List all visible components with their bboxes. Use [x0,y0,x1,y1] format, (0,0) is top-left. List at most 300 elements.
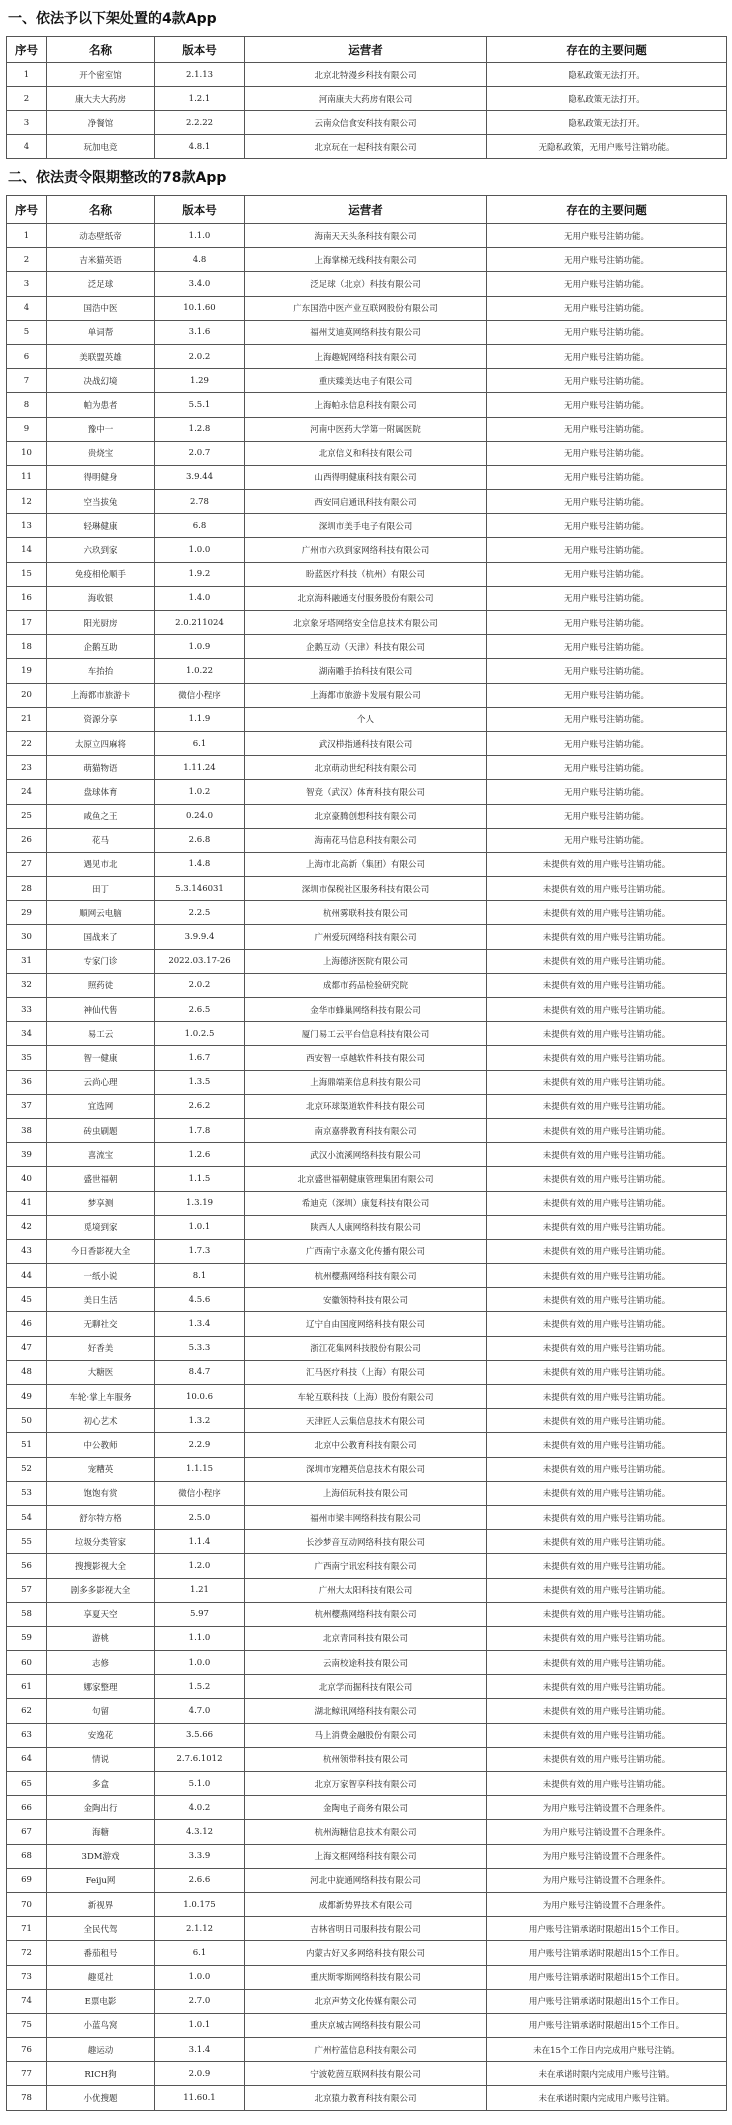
cell-operator: 北京猿力教育科技有限公司 [245,2086,487,2110]
cell-operator: 内蒙古好又多网络科技有限公司 [245,1941,487,1965]
cell-issue: 未提供有效的用户账号注销功能。 [487,1772,727,1796]
cell-operator: 西安同启通讯科技有限公司 [245,490,487,514]
table-row [7,731,727,755]
cell-issue: 未提供有效的用户账号注销功能。 [487,1167,727,1191]
section1-title: 一、依法予以下架处置的4款App [8,11,217,27]
cell-issue: 未提供有效的用户账号注销功能。 [487,852,727,876]
cell-operator: 浙江花集网科技股份有限公司 [245,1336,487,1360]
cell-operator: 辽宁自由国度网络科技有限公司 [245,1312,487,1336]
cell-version: 1.0.2.5 [155,1022,245,1046]
cell-index: 32 [7,973,47,997]
cell-version: 2022.03.17-26 [155,949,245,973]
cell-operator: 企鹅互动（天津）科技有限公司 [245,635,487,659]
cell-operator: 福州市梁丰网络科技有限公司 [245,1505,487,1529]
table-row [7,1772,727,1796]
cell-index: 18 [7,635,47,659]
col-header-issue: 存在的主要问题 [487,37,727,63]
cell-app-name: 垃圾分类管家 [47,1530,155,1554]
cell-operator: 湖北鲸讯网络科技有限公司 [245,1699,487,1723]
table-row [7,635,727,659]
cell-app-name: 饱饱有赏 [47,1481,155,1505]
rectify-table [6,195,727,2111]
cell-operator: 河南中医药大学第一附属医院 [245,417,487,441]
table-row [7,1385,727,1409]
cell-issue: 未提供有效的用户账号注销功能。 [487,1264,727,1288]
cell-version: 2.6.2 [155,1094,245,1118]
cell-app-name: 趣运动 [47,2038,155,2062]
cell-operator: 希迪克（深圳）康复科技有限公司 [245,1191,487,1215]
cell-app-name: 云尚心理 [47,1070,155,1094]
table-row [7,538,727,562]
table-row [7,1312,727,1336]
cell-index: 19 [7,659,47,683]
cell-issue: 未提供有效的用户账号注销功能。 [487,949,727,973]
cell-version: 1.0.0 [155,538,245,562]
cell-operator: 北京北特漫乡科技有限公司 [245,63,487,87]
cell-issue: 未提供有效的用户账号注销功能。 [487,1385,727,1409]
cell-app-name: 趣觅社 [47,1965,155,1989]
cell-version: 1.0.9 [155,635,245,659]
cell-app-name: 轻琳健康 [47,514,155,538]
cell-operator: 海南花马信息科技有限公司 [245,828,487,852]
cell-index: 16 [7,586,47,610]
cell-index: 22 [7,731,47,755]
cell-app-name: E票电影 [47,1989,155,2013]
table-row [7,224,727,248]
section2-title: 二、依法责令限期整改的78款App [8,170,227,186]
cell-index: 7 [7,369,47,393]
cell-issue: 隐私政策无法打开。 [487,111,727,135]
cell-version: 2.6.8 [155,828,245,852]
cell-operator: 汇马医疗科技（上海）有限公司 [245,1360,487,1384]
cell-version: 微信小程序 [155,1481,245,1505]
cell-version: 2.2.9 [155,1433,245,1457]
table-row [7,1699,727,1723]
cell-index: 35 [7,1046,47,1070]
cell-operator: 北京青同科技有限公司 [245,1626,487,1650]
cell-issue: 未提供有效的用户账号注销功能。 [487,998,727,1022]
cell-app-name: 安逸花 [47,1723,155,1747]
table-row [7,1626,727,1650]
cell-issue: 隐私政策无法打开。 [487,87,727,111]
cell-operator: 杭州雾联科技有限公司 [245,901,487,925]
cell-version: 1.0.22 [155,659,245,683]
cell-version: 5.1.0 [155,1772,245,1796]
cell-app-name: 神仙代售 [47,998,155,1022]
cell-operator: 北京海科融通支付服务股份有限公司 [245,586,487,610]
cell-version: 1.6.7 [155,1046,245,1070]
col-header-version: 版本号 [155,37,245,63]
table-row [7,1433,727,1457]
cell-version: 6.8 [155,514,245,538]
table-row [7,296,727,320]
cell-app-name: 觅境到家 [47,1215,155,1239]
cell-version: 微信小程序 [155,683,245,707]
cell-issue: 未提供有效的用户账号注销功能。 [487,1651,727,1675]
cell-app-name: 好香美 [47,1336,155,1360]
cell-app-name: 帕为患者 [47,393,155,417]
cell-app-name: 今日香影视大全 [47,1239,155,1263]
cell-issue: 无用户账号注销功能。 [487,635,727,659]
cell-app-name: 国浩中医 [47,296,155,320]
cell-issue: 无用户账号注销功能。 [487,756,727,780]
cell-version: 1.1.4 [155,1530,245,1554]
cell-app-name: 田丁 [47,877,155,901]
table-row [7,1554,727,1578]
table-row [7,1820,727,1844]
cell-version: 4.7.0 [155,1699,245,1723]
cell-operator: 个人 [245,707,487,731]
cell-issue: 无用户账号注销功能。 [487,224,727,248]
cell-app-name: 决战幻境 [47,369,155,393]
cell-index: 12 [7,490,47,514]
cell-issue: 未提供有效的用户账号注销功能。 [487,1626,727,1650]
cell-index: 47 [7,1336,47,1360]
table-row [7,780,727,804]
cell-app-name: 空当拔兔 [47,490,155,514]
cell-index: 1 [7,63,47,87]
cell-index: 27 [7,852,47,876]
cell-index: 38 [7,1118,47,1142]
cell-index: 37 [7,1094,47,1118]
cell-index: 78 [7,2086,47,2110]
cell-issue: 未提供有效的用户账号注销功能。 [487,901,727,925]
cell-issue: 无用户账号注销功能。 [487,393,727,417]
table-row [7,756,727,780]
cell-index: 58 [7,1602,47,1626]
cell-issue: 未提供有效的用户账号注销功能。 [487,1554,727,1578]
cell-index: 1 [7,224,47,248]
cell-index: 30 [7,925,47,949]
cell-operator: 北京中公教育科技有限公司 [245,1433,487,1457]
col-header-index: 序号 [7,37,47,63]
col-header-operator: 运营者 [245,196,487,224]
cell-app-name: 车抬抬 [47,659,155,683]
cell-app-name: 照药徒 [47,973,155,997]
cell-index: 45 [7,1288,47,1312]
cell-issue: 无用户账号注销功能。 [487,586,727,610]
cell-index: 6 [7,344,47,368]
table-row [7,586,727,610]
cell-version: 1.0.1 [155,2013,245,2037]
cell-version: 5.97 [155,1602,245,1626]
cell-operator: 海南天天头条科技有限公司 [245,224,487,248]
table-row [7,1844,727,1868]
table-row [7,828,727,852]
cell-app-name: 无聊社交 [47,1312,155,1336]
cell-operator: 金陶电子商务有限公司 [245,1796,487,1820]
cell-operator: 湖南雕手抬科技有限公司 [245,659,487,683]
cell-version: 0.24.0 [155,804,245,828]
cell-app-name: 免疫相伦顺手 [47,562,155,586]
cell-index: 74 [7,1989,47,2013]
cell-index: 42 [7,1215,47,1239]
table-row [7,465,727,489]
cell-app-name: 豫中一 [47,417,155,441]
cell-operator: 长沙梦音互动网络科技有限公司 [245,1530,487,1554]
cell-index: 43 [7,1239,47,1263]
cell-index: 39 [7,1143,47,1167]
cell-index: 49 [7,1385,47,1409]
table-row [7,1022,727,1046]
cell-index: 8 [7,393,47,417]
table-row [7,1892,727,1916]
cell-issue: 无用户账号注销功能。 [487,344,727,368]
cell-version: 1.4.0 [155,586,245,610]
cell-operator: 马上消费金融股份有限公司 [245,1723,487,1747]
cell-version: 2.6.6 [155,1868,245,1892]
cell-version: 5.5.1 [155,393,245,417]
cell-app-name: 小优搜题 [47,2086,155,2110]
cell-issue: 未提供有效的用户账号注销功能。 [487,925,727,949]
cell-app-name: 得明健身 [47,465,155,489]
cell-operator: 盼蓝医疗科技（杭州）有限公司 [245,562,487,586]
cell-issue: 未提供有效的用户账号注销功能。 [487,1022,727,1046]
table-row [7,1191,727,1215]
cell-issue: 未提供有效的用户账号注销功能。 [487,1143,727,1167]
cell-app-name: RICH狗 [47,2062,155,2086]
cell-issue: 无用户账号注销功能。 [487,490,727,514]
cell-operator: 北京声势文化传媒有限公司 [245,1989,487,2013]
cell-app-name: 净餐馆 [47,111,155,135]
cell-app-name: 动态壁纸帝 [47,224,155,248]
table-row [7,369,727,393]
cell-version: 10.1.60 [155,296,245,320]
cell-index: 10 [7,441,47,465]
table-row [7,2013,727,2037]
table-row [7,2086,727,2110]
cell-app-name: 初心艺术 [47,1409,155,1433]
table-row [7,490,727,514]
cell-app-name: 车轮·掌上车服务 [47,1385,155,1409]
cell-app-name: 智一健康 [47,1046,155,1070]
table-row [7,1070,727,1094]
cell-index: 63 [7,1723,47,1747]
cell-issue: 未提供有效的用户账号注销功能。 [487,1336,727,1360]
cell-operator: 吉林省明日司服科技有限公司 [245,1917,487,1941]
cell-issue: 未提供有效的用户账号注销功能。 [487,1433,727,1457]
cell-app-name: 喜流宝 [47,1143,155,1167]
cell-index: 51 [7,1433,47,1457]
cell-version: 1.2.8 [155,417,245,441]
table-row [7,852,727,876]
cell-issue: 未提供有效的用户账号注销功能。 [487,1094,727,1118]
table-row [7,1336,727,1360]
cell-version: 1.11.24 [155,756,245,780]
cell-index: 25 [7,804,47,828]
table-row [7,272,727,296]
rectify-table-body [7,224,727,2111]
cell-version: 1.0.1 [155,1215,245,1239]
cell-operator: 宁波乾茵互联网科技有限公司 [245,2062,487,2086]
cell-index: 77 [7,2062,47,2086]
cell-operator: 广西南宁讯宏科技有限公司 [245,1554,487,1578]
cell-operator: 北京豪腾创想科技有限公司 [245,804,487,828]
table-row [7,1723,727,1747]
table-row [7,441,727,465]
cell-operator: 杭州樱燕网络科技有限公司 [245,1602,487,1626]
cell-index: 28 [7,877,47,901]
cell-index: 2 [7,87,47,111]
cell-operator: 广州大太阳科技有限公司 [245,1578,487,1602]
cell-operator: 云南校途科技有限公司 [245,1651,487,1675]
cell-operator: 上海文框网络科技有限公司 [245,1844,487,1868]
cell-issue: 未提供有效的用户账号注销功能。 [487,1457,727,1481]
cell-app-name: 娜家整理 [47,1675,155,1699]
cell-index: 55 [7,1530,47,1554]
cell-app-name: 开个密室馆 [47,63,155,87]
cell-issue: 无用户账号注销功能。 [487,611,727,635]
cell-app-name: 企鹅互助 [47,635,155,659]
cell-index: 3 [7,111,47,135]
cell-issue: 用户账号注销承诺时限超出15个工作日。 [487,1917,727,1941]
cell-issue: 为用户账号注销设置不合理条件。 [487,1820,727,1844]
table-row [7,1505,727,1529]
cell-operator: 北京玩在一起科技有限公司 [245,135,487,159]
cell-version: 1.0.0 [155,1651,245,1675]
cell-issue: 未提供有效的用户账号注销功能。 [487,1675,727,1699]
cell-index: 4 [7,296,47,320]
cell-app-name: 剧多多影视大全 [47,1578,155,1602]
cell-operator: 重庆斯零斯网络科技有限公司 [245,1965,487,1989]
cell-version: 2.7.6.1012 [155,1747,245,1771]
col-header-version: 版本号 [155,196,245,224]
cell-app-name: 番茄租号 [47,1941,155,1965]
cell-app-name: 阳光厨房 [47,611,155,635]
cell-version: 11.60.1 [155,2086,245,2110]
cell-version: 8.1 [155,1264,245,1288]
table-row [7,562,727,586]
col-header-name: 名称 [47,37,155,63]
cell-version: 1.7.8 [155,1118,245,1142]
table-row [7,344,727,368]
cell-index: 5 [7,320,47,344]
cell-index: 26 [7,828,47,852]
table-row [7,1118,727,1142]
cell-issue: 未提供有效的用户账号注销功能。 [487,1409,727,1433]
cell-operator: 金华市蜂巢网络科技有限公司 [245,998,487,1022]
cell-operator: 重庆京城古网络科技有限公司 [245,2013,487,2037]
cell-app-name: 小蓝鸟窝 [47,2013,155,2037]
table-row [7,1046,727,1070]
cell-issue: 用户账号注销承诺时限超出15个工作日。 [487,1989,727,2013]
cell-operator: 河北中旋通网络科技有限公司 [245,1868,487,1892]
cell-issue: 无用户账号注销功能。 [487,780,727,804]
cell-issue: 隐私政策无法打开。 [487,63,727,87]
cell-app-name: 梦享测 [47,1191,155,1215]
cell-version: 2.0.2 [155,344,245,368]
cell-issue: 未提供有效的用户账号注销功能。 [487,1360,727,1384]
table-row [7,707,727,731]
table-row [7,659,727,683]
table-row [7,1941,727,1965]
cell-index: 50 [7,1409,47,1433]
cell-operator: 天津匠人云集信息技术有限公司 [245,1409,487,1433]
cell-operator: 北京盛世福朝健康管理集团有限公司 [245,1167,487,1191]
cell-index: 4 [7,135,47,159]
table-row [7,611,727,635]
cell-version: 3.1.6 [155,320,245,344]
cell-version: 1.1.5 [155,1167,245,1191]
cell-version: 1.9.2 [155,562,245,586]
cell-version: 10.0.6 [155,1385,245,1409]
cell-operator: 福州艾迪莫网络科技有限公司 [245,320,487,344]
cell-version: 3.5.66 [155,1723,245,1747]
table-row [7,925,727,949]
cell-app-name: 吉米猫英语 [47,248,155,272]
takedown-table [6,36,727,159]
cell-issue: 未提供有效的用户账号注销功能。 [487,1578,727,1602]
table-row [7,1360,727,1384]
cell-app-name: Feiju网 [47,1868,155,1892]
cell-index: 13 [7,514,47,538]
cell-issue: 无用户账号注销功能。 [487,659,727,683]
cell-issue: 无用户账号注销功能。 [487,296,727,320]
cell-index: 73 [7,1965,47,1989]
cell-issue: 未提供有效的用户账号注销功能。 [487,1505,727,1529]
cell-version: 2.0.9 [155,2062,245,2086]
cell-index: 9 [7,417,47,441]
cell-operator: 成都市药品检验研究院 [245,973,487,997]
cell-operator: 深圳市保税社区服务科技有限公司 [245,877,487,901]
cell-issue: 无用户账号注销功能。 [487,828,727,852]
cell-issue: 未在15个工作日内完成用户账号注销。 [487,2038,727,2062]
cell-version: 2.6.5 [155,998,245,1022]
cell-operator: 广东国浩中医产业互联网股份有限公司 [245,296,487,320]
cell-issue: 为用户账号注销设置不合理条件。 [487,1796,727,1820]
cell-operator: 杭州海糖信息技术有限公司 [245,1820,487,1844]
table-row [7,1264,727,1288]
cell-app-name: 康大夫大药房 [47,87,155,111]
table-row [7,1239,727,1263]
cell-version: 1.1.9 [155,707,245,731]
cell-index: 36 [7,1070,47,1094]
cell-issue: 未提供有效的用户账号注销功能。 [487,1046,727,1070]
cell-index: 68 [7,1844,47,1868]
cell-version: 4.8 [155,248,245,272]
cell-issue: 用户账号注销承诺时限超出15个工作日。 [487,1965,727,1989]
cell-issue: 无隐私政策，无用户账号注销功能。 [487,135,727,159]
cell-app-name: 情说 [47,1747,155,1771]
cell-operator: 杭州领带科技有限公司 [245,1747,487,1771]
cell-issue: 未提供有效的用户账号注销功能。 [487,1530,727,1554]
col-header-operator: 运营者 [245,37,487,63]
table-row [7,901,727,925]
cell-operator: 杭州樱燕网络科技有限公司 [245,1264,487,1288]
cell-operator: 山西得明健康科技有限公司 [245,465,487,489]
table-row [7,998,727,1022]
cell-operator: 厦门易工云平台信息科技有限公司 [245,1022,487,1046]
cell-issue: 未提供有效的用户账号注销功能。 [487,1723,727,1747]
table-header-row [7,37,727,63]
cell-version: 1.21 [155,1578,245,1602]
cell-operator: 云南众信食安科技有限公司 [245,111,487,135]
table-row [7,1602,727,1626]
cell-version: 2.2.22 [155,111,245,135]
cell-version: 1.29 [155,369,245,393]
cell-operator: 上海趣妮网络科技有限公司 [245,344,487,368]
table-row [7,1094,727,1118]
table-row [7,1215,727,1239]
cell-app-name: 句留 [47,1699,155,1723]
cell-version: 2.78 [155,490,245,514]
cell-app-name: 盘球体育 [47,780,155,804]
cell-index: 23 [7,756,47,780]
cell-app-name: 宠糟英 [47,1457,155,1481]
cell-version: 1.7.3 [155,1239,245,1263]
cell-issue: 未在承诺时限内完成用户账号注销。 [487,2086,727,2110]
table-row [7,1530,727,1554]
